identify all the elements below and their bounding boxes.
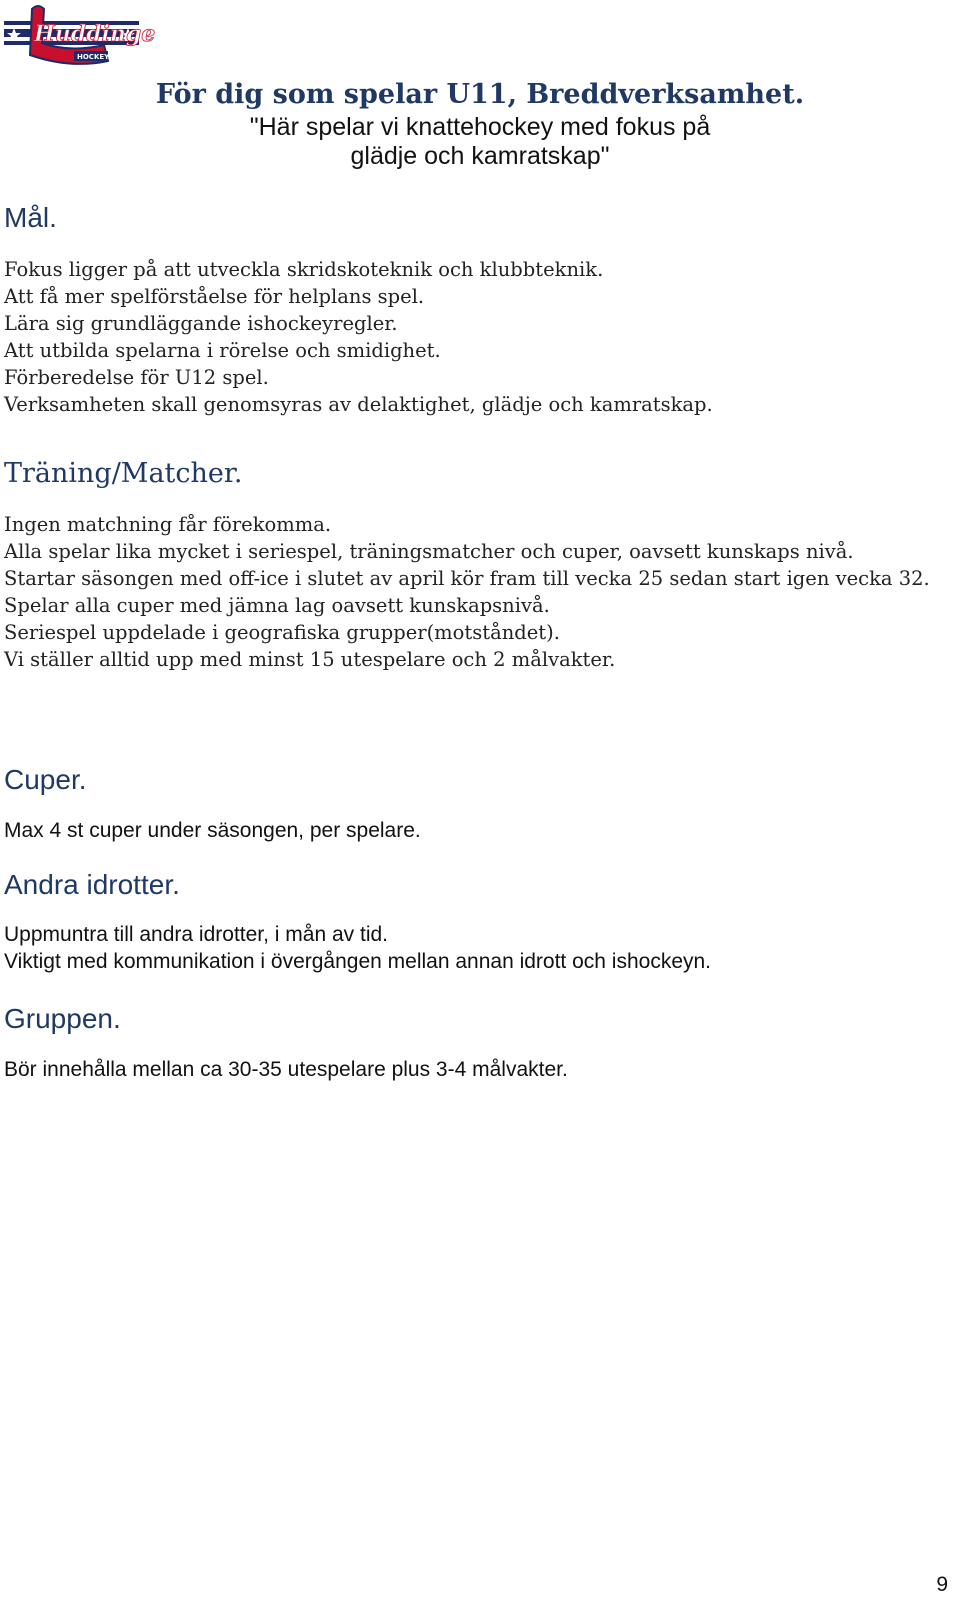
list-item: Spelar alla cuper med jämna lag oavsett kunskapsnivå.: [4, 594, 550, 617]
list-item: Bör innehålla mellan ca 30-35 utespelare plus 3-4 målvakter.: [4, 1058, 568, 1081]
list-item: Lära sig grundläggande ishockeyregler.: [4, 312, 398, 335]
list-item: Max 4 st cuper under säsongen, per spelare.: [4, 819, 421, 842]
page-title: För dig som spelar U11, Breddverksamhet.: [155, 79, 805, 110]
cuper-list: [4, 817, 952, 844]
svg-text:HOCKEY: HOCKEY: [77, 53, 110, 61]
section-heading-gruppen: Gruppen.: [4, 1003, 121, 1034]
andra-idrotter-list: [4, 921, 952, 975]
page-subtitle-quote: [0, 113, 960, 171]
quote-line-2: glädje och kamratskap": [350, 142, 610, 170]
list-item: Viktigt med kommunikation i övergången mellan annan idrott och ishockeyn.: [4, 950, 712, 973]
section-heading-mal: Mål.: [4, 202, 57, 233]
gruppen-list: [4, 1056, 952, 1083]
mal-list: [4, 256, 952, 418]
svg-text:Huddinge: Huddinge: [34, 21, 156, 47]
section-heading-traning: Träning/Matcher.: [4, 458, 243, 489]
section-heading-andra-idrotter: Andra idrotter.: [4, 869, 180, 900]
list-item: Uppmuntra till andra idrotter, i mån av tid.: [4, 923, 389, 946]
page-number: 9: [936, 1573, 948, 1596]
list-item: Seriespel uppdelade i geografiska grupper(motståndet).: [4, 621, 560, 644]
list-item: Verksamheten skall genomsyras av delaktighet, glädje och kamratskap.: [4, 393, 713, 416]
list-item: Ingen matchning får förekomma.: [4, 513, 332, 536]
list-item: Fokus ligger på att utveckla skridskoteknik och klubbteknik.: [4, 258, 604, 281]
list-item: Alla spelar lika mycket i seriespel, träningsmatcher och cuper, oavsett kunskaps nivå.: [4, 540, 854, 563]
quote-line-1: "Här spelar vi knattehockey med fokus på: [249, 113, 711, 141]
traning-list: [4, 511, 952, 673]
list-item: Att få mer spelförståelse för helplans spel.: [4, 285, 425, 308]
list-item: Att utbilda spelarna i rörelse och smidighet.: [4, 339, 441, 362]
list-item: Förberedelse för U12 spel.: [4, 366, 269, 389]
huddinge-hockey-logo: [4, 3, 156, 69]
list-item: Vi ställer alltid upp med minst 15 utespelare och 2 målvakter.: [4, 648, 616, 671]
section-heading-cuper: Cuper.: [4, 764, 87, 795]
list-item: Startar säsongen med off-ice i slutet av april kör fram till vecka 25 sedan start igen vecka 32.: [4, 567, 930, 590]
